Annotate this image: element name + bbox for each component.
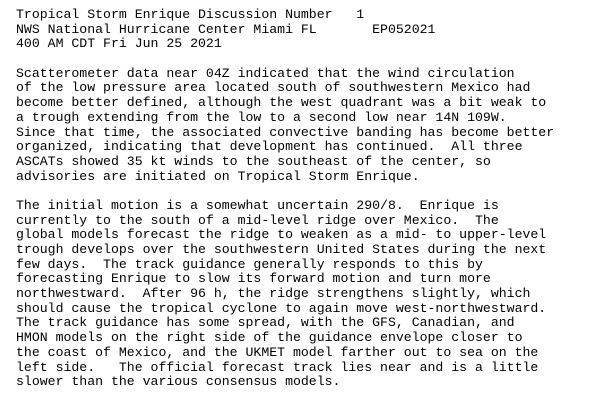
paragraph-line: northwestward. After 96 h, the ridge strengthens slightly, which (16, 286, 531, 302)
paragraph-line: left side. The official forecast track lies near and is a little (16, 359, 539, 375)
header-block (16, 8, 601, 52)
paragraph-line: organized, indicating that development has continued. All three (16, 139, 523, 155)
paragraph-line: The initial motion is a somewhat uncertain 290/8. Enrique is (16, 197, 499, 213)
paragraph-line: become better defined, although the west quadrant was a bit weak to (16, 95, 547, 111)
paragraph-line: currently to the south of a mid-level ridge over Mexico. The (16, 212, 499, 228)
paragraph-line: a trough extending from the low to a second low near 14N 109W. (16, 109, 507, 125)
paragraph-line: Since that time, the associated convective banding has become better (16, 124, 555, 140)
paragraph-spacer (16, 184, 601, 199)
issue-time: 400 AM CDT Fri Jun 25 2021 (16, 36, 222, 52)
paragraph-2 (16, 199, 601, 390)
paragraph-line: Scatterometer data near 04Z indicated that the wind circulation (16, 65, 515, 81)
discussion-document (16, 8, 601, 390)
paragraph-line: ASCATs showed 35 kt winds to the southeast of the center, so (16, 153, 491, 169)
issuing-office: NWS National Hurricane Center Miami FL EP052021 (16, 21, 436, 37)
paragraph-line: the coast of Mexico, and the UKMET model farther out to sea on the (16, 344, 539, 360)
paragraph-line: of the low pressure area located south of southwestern Mexico had (16, 80, 531, 96)
paragraph-line: The track guidance has some spread, with the GFS, Canadian, and (16, 315, 515, 331)
paragraph-line: slower than the various consensus models. (16, 374, 341, 390)
paragraph-line: trough develops over the southwestern United States during the next (16, 242, 547, 257)
paragraph-line: should cause the tropical cyclone to again move west-northwestward. (16, 300, 547, 316)
paragraph-line: few days. The track guidance generally responds to this by (16, 256, 483, 272)
paragraph-line: global models forecast the ridge to weaken as a mid- to upper-level (16, 227, 547, 243)
paragraph-line: advisories are initiated on Tropical Storm Enrique. (16, 168, 420, 184)
discussion-title: Tropical Storm Enrique Discussion Number 1 (16, 7, 365, 22)
paragraph-line: HMON models on the right side of the guidance envelope closer to (16, 330, 523, 346)
paragraph-line: forecasting Enrique to slow its forward motion and turn more (16, 271, 491, 287)
paragraph-spacer (16, 52, 601, 67)
paragraph-1 (16, 67, 601, 185)
